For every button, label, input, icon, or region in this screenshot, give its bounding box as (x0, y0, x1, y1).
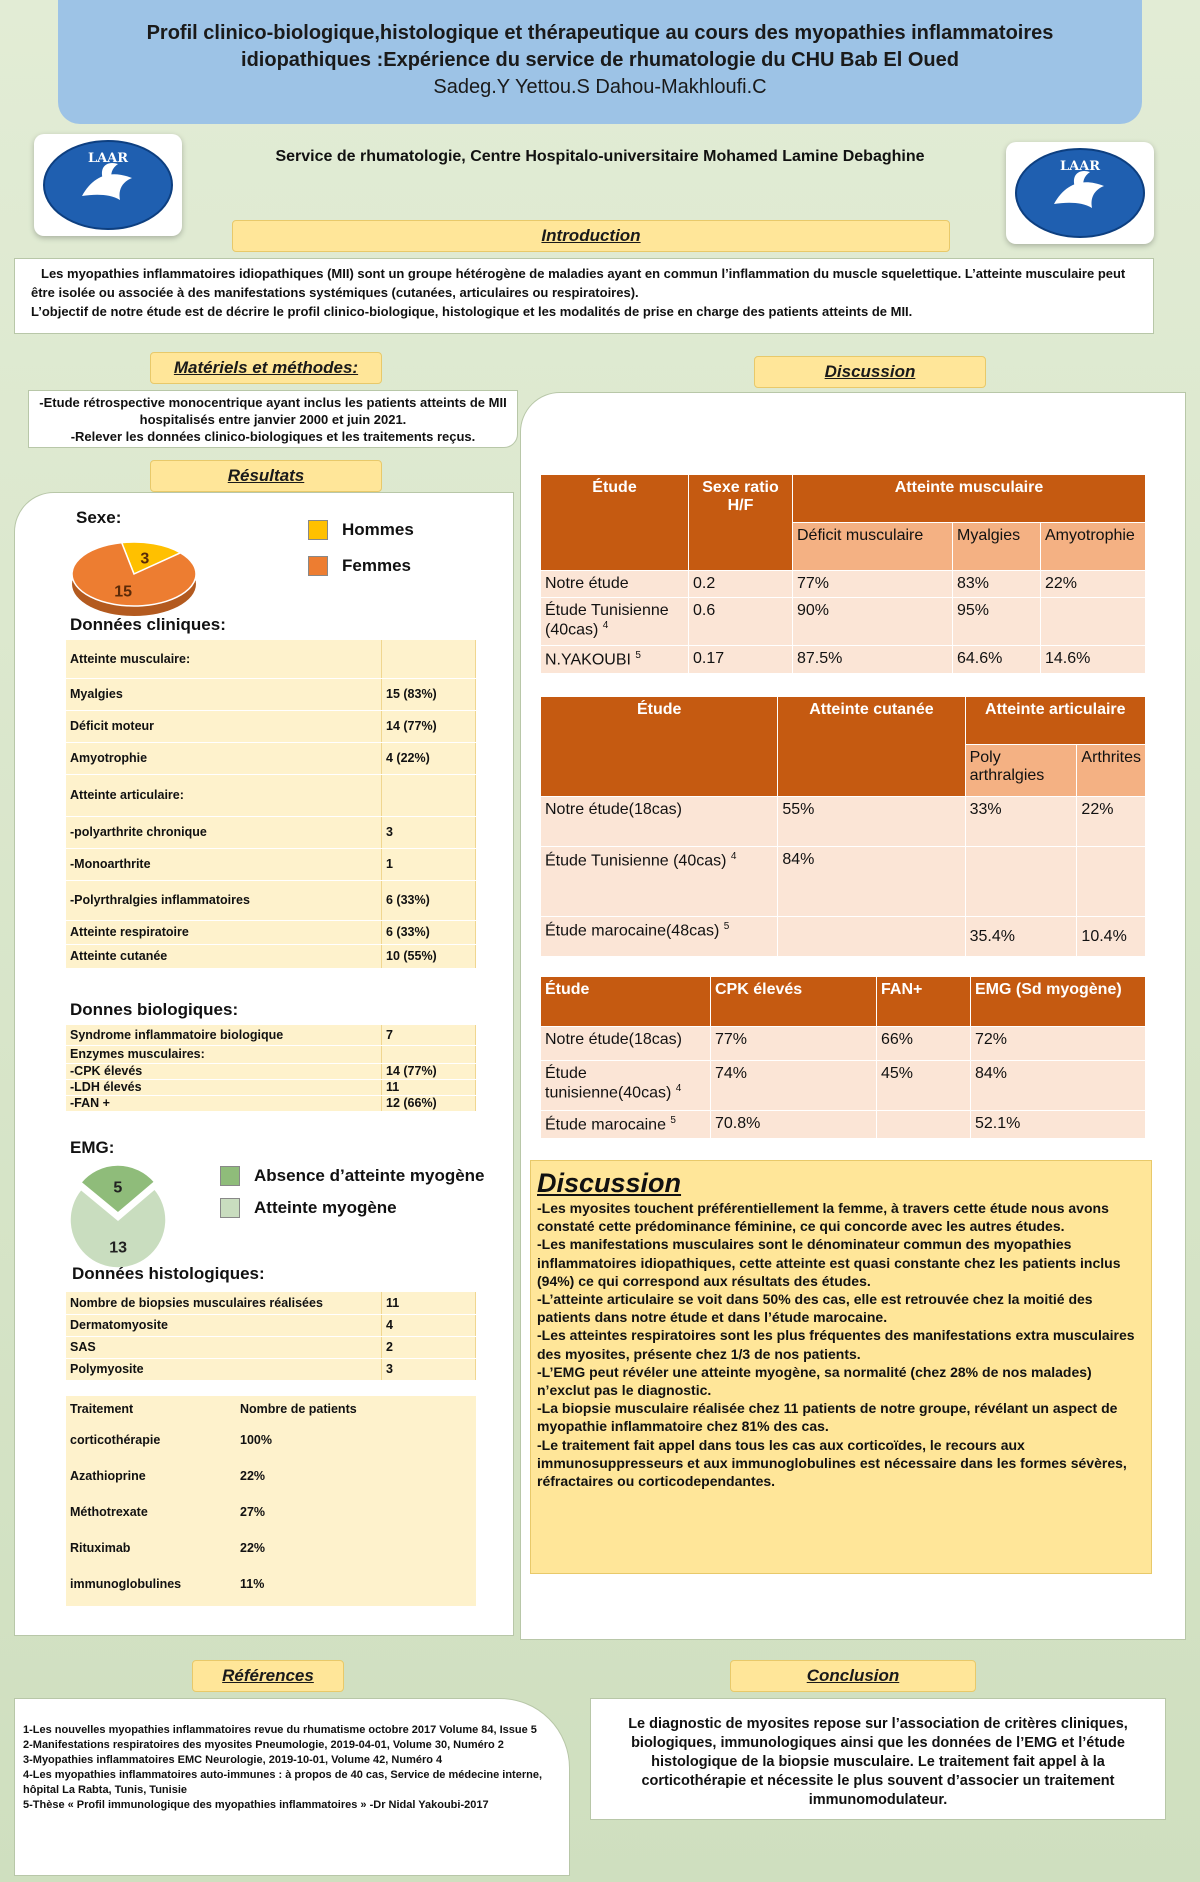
clinical-row (66, 880, 476, 920)
treatment-table (66, 1396, 476, 1606)
t1-cell: Notre étude (541, 571, 689, 598)
discussion-point: -Le traitement fait appel dans tous les cas aux corticoïdes, le recours aux immunosuppresseurs et aux immunoglobulines est nécessaire dans les formes sévères, réfractaires ou corticodependantes. (537, 1436, 1127, 1490)
t2-row (541, 847, 1146, 917)
legend-swatch-atteinte-myogene (220, 1198, 240, 1218)
references-box (14, 1698, 570, 1876)
t1-header-atteinte-musculaire: Atteinte musculaire (793, 475, 1146, 523)
histo-label: SAS (66, 1336, 382, 1358)
clinical-label: Déficit moteur (66, 710, 382, 742)
t2-row (541, 797, 1146, 847)
t3-header: Étude (541, 977, 711, 1027)
clinical-value: 15 (83%) (382, 678, 476, 710)
t3-cell: 45% (877, 1061, 971, 1111)
reference-marker: 5 (723, 921, 730, 932)
treatment-row (66, 1422, 476, 1458)
histo-row (66, 1292, 476, 1314)
bio-label: -FAN + (66, 1095, 382, 1111)
clinical-label: Atteinte musculaire: (66, 640, 382, 678)
t1-cell: 83% (953, 571, 1041, 598)
histo-row (66, 1314, 476, 1336)
clinical-value: 3 (382, 816, 476, 848)
t1-cell (1041, 598, 1146, 646)
clinical-label: Atteinte articulaire: (66, 774, 382, 816)
t1-header-sexe-ratio: Sexe ratio H/F (689, 475, 793, 571)
comparison-table-2 (540, 696, 1146, 957)
reference-marker: 5 (635, 650, 641, 661)
donnes-biologiques-label: Donnes biologiques: (70, 1000, 239, 1019)
treatment-header-col1: Traitement (70, 1402, 134, 1416)
t2-cell (965, 847, 1077, 917)
t3-cell (877, 1111, 971, 1139)
legend-label-femmes: Femmes (342, 556, 411, 575)
introduction-paragraph-1: Les myopathies inflammatoires idiopathiques (MII) sont un groupe hétérogène de maladies ayant en commun l’inflammation du muscle squelettique. L’atteinte musculaire peut être isolée ou associée à des manifestations systémiques (cutanées, articulaires ou respiratoires). (31, 266, 1126, 300)
title-line-1: Profil clinico-biologique,histologique et thérapeutique au cours des myopathies inflammatoires (146, 22, 1054, 44)
treatment-row (66, 1566, 476, 1602)
logo-text-right: LAAR (1059, 159, 1101, 174)
t1-cell: Étude Tunisienne (40cas) $^4$ (541, 598, 689, 646)
t3-row (541, 1027, 1146, 1061)
bio-value: 12 (66%) (382, 1095, 476, 1111)
bio-value: 7 (382, 1025, 476, 1045)
t3-cell: 77% (711, 1027, 877, 1061)
reference-marker: 4 (675, 1083, 682, 1094)
t3-cell: Étude marocaine $^5$ (541, 1111, 711, 1139)
comparison-table-3 (540, 976, 1146, 1139)
introduction-paragraph-2: L’objectif de notre étude est de décrire le profil clinico-biologique, histologique et les modalités de prise en charge des patients atteints de MII. (31, 304, 913, 319)
legend-label-atteinte-myogene: Atteinte myogène (254, 1198, 397, 1217)
t3-cell: 74% (711, 1061, 877, 1111)
bio-row (66, 1079, 476, 1095)
legend-swatch-absence-atteinte (220, 1166, 240, 1186)
treatment-label: Méthotrexate (70, 1505, 148, 1519)
sexe-pie-label-0: 3 (140, 550, 150, 568)
legend-label-absence-atteinte: Absence d’atteinte myogène (254, 1166, 485, 1185)
treatment-header-row (66, 1396, 476, 1422)
t1-cell: 0.6 (689, 598, 793, 646)
t2-cell: Étude Tunisienne (40cas) $^4$ (541, 847, 778, 917)
clinical-value: 6 (33%) (382, 880, 476, 920)
reference-marker: 5 (670, 1115, 676, 1126)
reference-item: 3-Myopathies inflammatoires EMC Neurologie, 2019-10-01, Volume 42, Numéro 4 (23, 1754, 443, 1766)
t1-cell: 14.6% (1041, 646, 1146, 674)
emg-pie-label-0: 5 (113, 1179, 123, 1197)
t1-row (541, 598, 1146, 646)
t1-cell: 0.2 (689, 571, 793, 598)
t3-cell: Notre étude(18cas) (541, 1027, 711, 1061)
t2-cell: 35.4% (965, 917, 1077, 957)
histo-value: 11 (382, 1292, 476, 1314)
bio-value (382, 1045, 476, 1063)
treatment-header-col2: Nombre de patients (240, 1402, 357, 1416)
clinical-value: 10 (55%) (382, 944, 476, 968)
t2-cell: Étude marocaine(48cas) $^5$ (541, 917, 778, 957)
t1-sub-myalgies: Myalgies (953, 523, 1041, 571)
t1-cell: 77% (793, 571, 953, 598)
clinical-value: 4 (22%) (382, 742, 476, 774)
histo-label: Dermatomyosite (66, 1314, 382, 1336)
bio-value: 11 (382, 1079, 476, 1095)
bio-label: Enzymes musculaires: (66, 1045, 382, 1063)
t3-header: FAN+ (877, 977, 971, 1027)
histo-row (66, 1358, 476, 1380)
t2-header-etude: Étude (541, 697, 778, 797)
t3-cell: Étude tunisienne(40cas) $^4$ (541, 1061, 711, 1111)
treatment-row (66, 1458, 476, 1494)
conclusion-text: Le diagnostic de myosites repose sur l’association de critères cliniques, biologiques, immunologiques ainsi que les données de l’EMG et l’étude histologique de la biopsie musculaire. Le traitement fait appel à la corticothérapie et nécessite le plus souvent d’associer un traitement immunomodulateur. (628, 1716, 1128, 1808)
histo-label: Polymyosite (66, 1358, 382, 1380)
discussion-point: -Les myosites touchent préférentiellement la femme, à travers cette étude nous avons constaté cette prédominance féminine, ce qui concorde avec les autres études. (537, 1200, 1109, 1235)
legend-femmes (308, 556, 411, 576)
clinical-row (66, 678, 476, 710)
clinical-label: Myalgies (66, 678, 382, 710)
clinical-value: 1 (382, 848, 476, 880)
clinical-value (382, 774, 476, 816)
clinical-label: Atteinte respiratoire (66, 920, 382, 944)
introduction-tag: Introduction (232, 220, 950, 252)
results-tag: Résultats (150, 460, 382, 492)
clinical-label: -Monoarthrite (66, 848, 382, 880)
histo-table (66, 1292, 476, 1381)
t2-header-articulaire: Atteinte articulaire (965, 697, 1145, 745)
methods-box (28, 390, 518, 448)
bio-label: Syndrome inflammatoire biologique (66, 1025, 382, 1045)
service-name: Service de rhumatologie, Centre Hospitalo-universitaire Mohamed Lamine Debaghine (275, 148, 925, 165)
title-line-2: idiopathiques :Expérience du service de rhumatologie du CHU Bab El Oued (241, 49, 959, 71)
reference-item: 4-Les myopathies inflammatoires auto-immunes : à propos de 40 cas, Service de médecine interne, hôpital La Rabta, Tunis, Tunisie (23, 1769, 543, 1796)
legend-hommes (308, 520, 414, 540)
t2-cell (1077, 847, 1146, 917)
methods-tag: Matériels et méthodes: (150, 352, 382, 384)
reference-marker: 4 (602, 620, 609, 631)
sexe-label: Sexe: (76, 508, 122, 527)
t2-cell (778, 917, 965, 957)
conclusion-tag: Conclusion (730, 1660, 976, 1692)
bio-row (66, 1025, 476, 1045)
treatment-label: immunoglobulines (70, 1577, 182, 1591)
t2-sub-poly-arthralgies: Poly arthralgies (965, 745, 1077, 797)
t1-cell: N.YAKOUBI $^5$ (541, 646, 689, 674)
legend-swatch-femmes (308, 556, 328, 576)
methods-line-2: -Relever les données clinico-biologiques et les traitements reçus. (70, 429, 476, 444)
discussion-point: -L’atteinte articulaire se voit dans 50% des cas, elle est retrouvée chez la moitié des patients dans notre étude et dans l’étude marocaine. (537, 1291, 1093, 1326)
t3-cell: 66% (877, 1027, 971, 1061)
t2-cell: 22% (1077, 797, 1146, 847)
logo-text-left: LAAR (87, 151, 129, 166)
legend-atteinte (220, 1198, 397, 1218)
t2-header-cutanee: Atteinte cutanée (778, 697, 965, 797)
treatment-row (66, 1530, 476, 1566)
clinical-row (66, 640, 476, 678)
clinical-value: 14 (77%) (382, 710, 476, 742)
clinical-row (66, 944, 476, 968)
laar-logo-left (34, 134, 182, 236)
clinical-label: Amyotrophie (66, 742, 382, 774)
t1-sub-deficit: Déficit musculaire (793, 523, 953, 571)
discussion-point: -L’EMG peut révéler une atteinte myogène, sa normalité (chez 28% de nos malades) n’exclut pas le diagnostic. (537, 1363, 1092, 1399)
t3-cell: 52.1% (971, 1111, 1146, 1139)
histo-value: 3 (382, 1358, 476, 1380)
t2-cell: 84% (778, 847, 965, 917)
discussion-text (537, 1199, 1145, 1490)
clinical-value: 6 (33%) (382, 920, 476, 944)
methods-line-1: -Etude rétrospective monocentrique ayant inclus les patients atteints de MII hospitalisés entre janvier 2000 et juin 2021. (39, 395, 507, 427)
conclusion-box (590, 1698, 1166, 1820)
legend-absence (220, 1166, 485, 1186)
t1-cell: 90% (793, 598, 953, 646)
discussion-text-box (530, 1160, 1152, 1574)
reference-item: 2-Manifestations respiratoires des myosites Pneumologie, 2019-04-01, Volume 30, Numéro 2 (23, 1739, 504, 1751)
t2-sub-arthrites: Arthrites (1077, 745, 1146, 797)
clinical-row (66, 920, 476, 944)
bio-value: 14 (77%) (382, 1063, 476, 1079)
t1-cell: 95% (953, 598, 1041, 646)
emg-pie-chart (62, 1164, 172, 1274)
t1-header-etude: Étude (541, 475, 689, 571)
treatment-row (66, 1494, 476, 1530)
t2-cell: 55% (778, 797, 965, 847)
clinical-label: Atteinte cutanée (66, 944, 382, 968)
bio-row (66, 1063, 476, 1079)
t3-row (541, 1061, 1146, 1111)
t3-row (541, 1111, 1146, 1139)
clinical-row (66, 848, 476, 880)
clinical-label: -Polyrthralgies inflammatoires (66, 880, 382, 920)
bio-row (66, 1045, 476, 1063)
bio-table (66, 1025, 476, 1112)
t3-cell: 70.8% (711, 1111, 877, 1139)
discussion-point: -La biopsie musculaire réalisée chez 11 patients de notre groupe, révélant un aspect de myopathie inflammatoire chez 81% des cas. (537, 1400, 1118, 1435)
histo-value: 2 (382, 1336, 476, 1358)
histo-label: Nombre de biopsies musculaires réalisées (66, 1292, 382, 1314)
treatment-value: 22% (240, 1541, 266, 1555)
t2-cell: 10.4% (1077, 917, 1146, 957)
treatment-value: 27% (240, 1505, 266, 1519)
bio-row (66, 1095, 476, 1111)
treatment-label: Rituximab (70, 1541, 131, 1555)
clinical-row (66, 774, 476, 816)
t1-sub-amyotrophie: Amyotrophie (1041, 523, 1146, 571)
discussion-title: Discussion (537, 1168, 682, 1198)
donnees-histologiques-label: Données histologiques: (72, 1264, 265, 1283)
treatment-value: 100% (240, 1433, 272, 1447)
emg-pie-label-1: 13 (109, 1239, 128, 1257)
discussion-point: -Les manifestations musculaires sont le dénominateur commun des myopathies inflammatoires idiopathiques, cette atteinte est quasi constante chez les patients inclus (94%) ce qui correspond aux résultats des études. (537, 1236, 1121, 1289)
t1-cell: 0.17 (689, 646, 793, 674)
treatment-value: 22% (240, 1469, 266, 1483)
reference-item: 1-Les nouvelles myopathies inflammatoires revue du rhumatisme octobre 2017 Volume 84, Issue 5 (23, 1724, 537, 1736)
laar-logo-right (1006, 142, 1154, 244)
t3-header: EMG (Sd myogène) (971, 977, 1146, 1027)
discussion-point: -Les atteintes respiratoires sont les plus fréquentes des manifestations extra musculaires des myosites, présente chez 1/3 de nos patients. (537, 1327, 1135, 1362)
bio-label: -LDH élevés (66, 1079, 382, 1095)
clinical-row (66, 742, 476, 774)
treatment-value: 11% (240, 1577, 265, 1591)
treatment-label: corticothérapie (70, 1433, 161, 1447)
t3-cell: 72% (971, 1027, 1146, 1061)
histo-row (66, 1336, 476, 1358)
sexe-pie-chart (66, 530, 210, 626)
t1-row (541, 571, 1146, 598)
reference-item: 5-Thèse « Profil immunologique des myopathies inflammatoires » -Dr Nidal Yakoubi-2017 (23, 1799, 489, 1811)
clinical-label: -polyarthrite chronique (66, 816, 382, 848)
clinical-row (66, 816, 476, 848)
introduction-box (14, 258, 1154, 334)
t2-row (541, 917, 1146, 957)
legend-label-hommes: Hommes (342, 520, 414, 539)
t1-cell: 64.6% (953, 646, 1041, 674)
t2-cell: 33% (965, 797, 1077, 847)
sexe-pie-label-1: 15 (114, 583, 133, 601)
emg-label: EMG: (70, 1138, 115, 1157)
references-tag: Références (192, 1660, 344, 1692)
t2-cell: Notre étude(18cas) (541, 797, 778, 847)
donnees-cliniques-label: Données cliniques: (70, 615, 226, 634)
t1-cell: 22% (1041, 571, 1146, 598)
clinical-row (66, 710, 476, 742)
t3-cell: 84% (971, 1061, 1146, 1111)
histo-value: 4 (382, 1314, 476, 1336)
authors: Sadeg.Y Yettou.S Dahou-Makhloufi.C (433, 76, 767, 98)
t1-row (541, 646, 1146, 674)
clinical-value (382, 640, 476, 678)
bio-label: -CPK élevés (66, 1063, 382, 1079)
legend-swatch-hommes (308, 520, 328, 540)
title-banner (58, 0, 1142, 124)
t1-cell: 87.5% (793, 646, 953, 674)
discussion-tag: Discussion (754, 356, 986, 388)
treatment-label: Azathioprine (70, 1469, 146, 1483)
clinical-table (66, 640, 476, 969)
comparison-table-1 (540, 474, 1146, 674)
reference-marker: 4 (730, 851, 737, 862)
t3-header: CPK élevés (711, 977, 877, 1027)
